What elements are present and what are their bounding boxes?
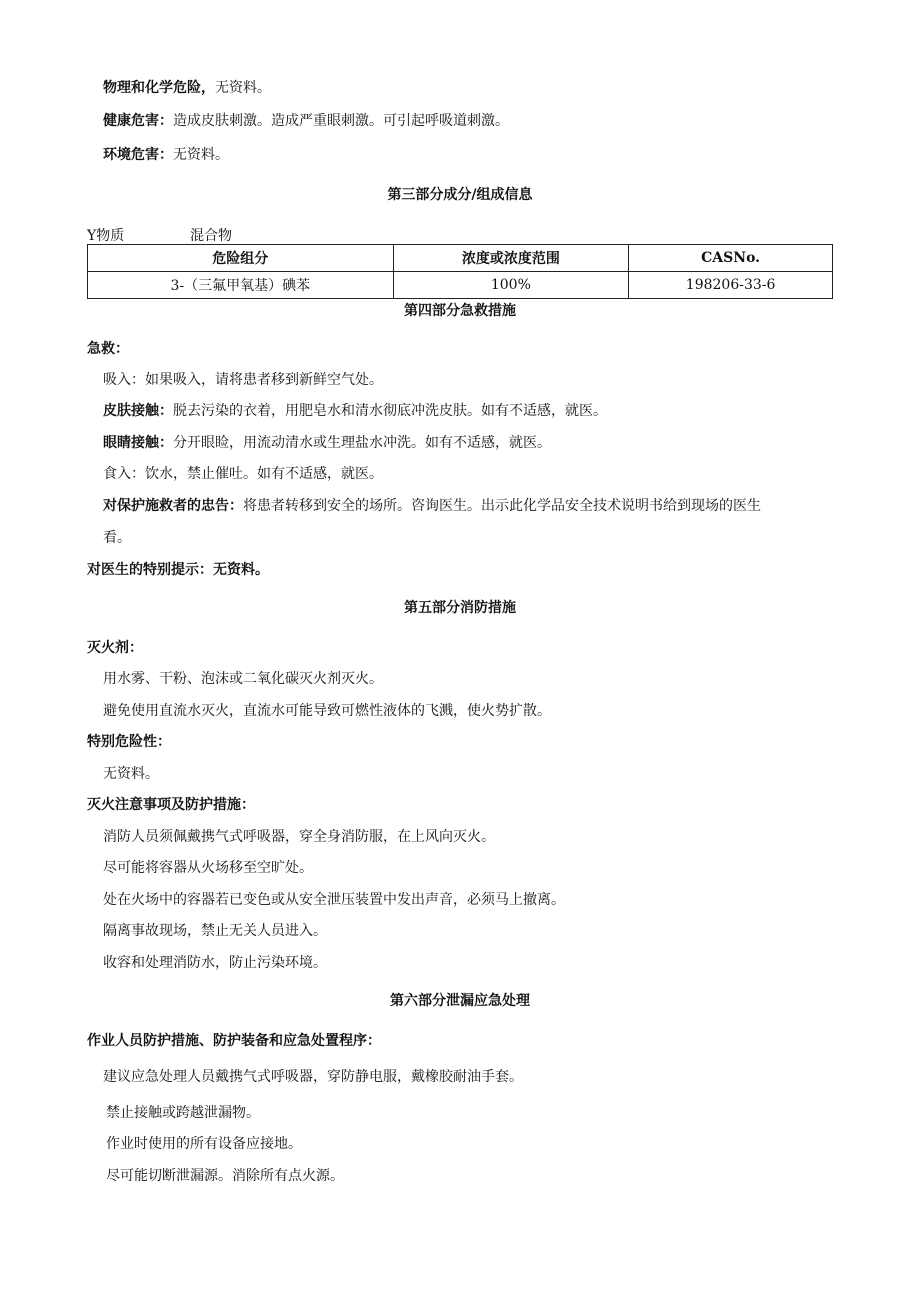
special-hazards-heading: 特别危险性： [87, 734, 171, 750]
extinguishing-media-heading: 灭火剂： [87, 640, 143, 656]
eye-contact-label: 眼睛接触： [103, 435, 173, 451]
firefighting-precautions-heading: 灭火注意事项及防护措施： [87, 797, 255, 813]
eye-contact-line [103, 433, 551, 453]
section-6-title: 第六部分泄漏应急处理 [390, 993, 530, 1009]
rescuer-advice-label: 对保护施救者的忠告： [103, 498, 243, 514]
section-4-title: 第四部分急救措施 [404, 303, 516, 319]
spill-line-1: 建议应急处理人员戴携气式呼吸器，穿防静电服，戴橡胶耐油手套。 [103, 1069, 523, 1085]
rescuer-advice-text: 将患者转移到安全的场所。咨询医生。出示此化学品安全技术说明书给到现场的医生 [243, 498, 761, 514]
skin-contact-label: 皮肤接触： [103, 403, 173, 419]
rescuer-advice-continuation: 看。 [103, 530, 131, 546]
spill-line-4: 尽可能切断泄漏源。消除所有点火源。 [106, 1168, 344, 1184]
skin-contact-line [103, 401, 607, 421]
physical-hazard-line [103, 78, 271, 98]
section-5-title: 第五部分消防措施 [404, 600, 516, 616]
spill-line-3: 作业时使用的所有设备应接地。 [106, 1136, 302, 1152]
table-header-row [88, 245, 833, 272]
precaution-line-4: 隔离事故现场，禁止无关人员进入。 [103, 923, 327, 939]
precaution-line-1: 消防人员须佩戴携气式呼吸器，穿全身消防服，在上风向灭火。 [103, 829, 495, 845]
environment-hazard-label: 环境危害： [103, 147, 173, 163]
physical-hazard-text: 无资料。 [215, 80, 271, 96]
ingestion-line: 食入：饮水，禁止催吐。如有不适感，就医。 [103, 466, 383, 482]
spill-line-2: 禁止接触或跨越泄漏物。 [106, 1105, 260, 1121]
health-hazard-label: 健康危害： [103, 113, 173, 129]
substance-type-label: Y物质 [87, 228, 125, 244]
header-concentration: 浓度或浓度范围 [393, 245, 629, 272]
extinguishing-media-line-1: 用水雾、干粉、泡沫或二氧化碳灭火剂灭火。 [103, 671, 383, 687]
first-aid-heading: 急救： [87, 341, 129, 357]
inhalation-line: 吸入：如果吸入，请将患者移到新鲜空气处。 [103, 372, 383, 388]
cell-component: 3-（三氟甲氧基）碘苯 [88, 272, 394, 299]
skin-contact-text: 脱去污染的衣着，用肥皂水和清水彻底冲洗皮肤。如有不适感，就医。 [173, 403, 607, 419]
precaution-line-5: 收容和处理消防水，防止污染环境。 [103, 955, 327, 971]
table-row [88, 272, 833, 299]
header-cas: CASNo. [629, 245, 833, 272]
doctor-note: 对医生的特别提示：无资料。 [87, 562, 269, 578]
special-hazards-text: 无资料。 [103, 766, 159, 782]
section-3-title: 第三部分成分/组成信息 [387, 187, 533, 203]
environment-hazard-text: 无资料。 [173, 147, 229, 163]
physical-hazard-label: 物理和化学危险， [103, 80, 215, 96]
cell-cas: 198206-33-6 [629, 272, 833, 299]
cell-concentration: 100% [393, 272, 629, 299]
health-hazard-line [103, 111, 509, 131]
substance-type-value: 混合物 [190, 228, 232, 244]
personnel-protection-heading: 作业人员防护措施、防护装备和应急处置程序： [87, 1033, 381, 1049]
health-hazard-text: 造成皮肤刺激。造成严重眼刺激。可引起呼吸道刺激。 [173, 113, 509, 129]
header-component: 危险组分 [88, 245, 394, 272]
eye-contact-text: 分开眼睑，用流动清水或生理盐水冲洗。如有不适感，就医。 [173, 435, 551, 451]
environment-hazard-line [103, 145, 229, 165]
rescuer-advice-line [103, 496, 761, 516]
precaution-line-3: 处在火场中的容器若已变色或从安全泄压装置中发出声音，必须马上撤离。 [103, 892, 565, 908]
composition-table [87, 244, 833, 299]
extinguishing-media-line-2: 避免使用直流水灭火，直流水可能导致可燃性液体的飞溅，使火势扩散。 [103, 703, 551, 719]
precaution-line-2: 尽可能将容器从火场移至空旷处。 [103, 860, 313, 876]
